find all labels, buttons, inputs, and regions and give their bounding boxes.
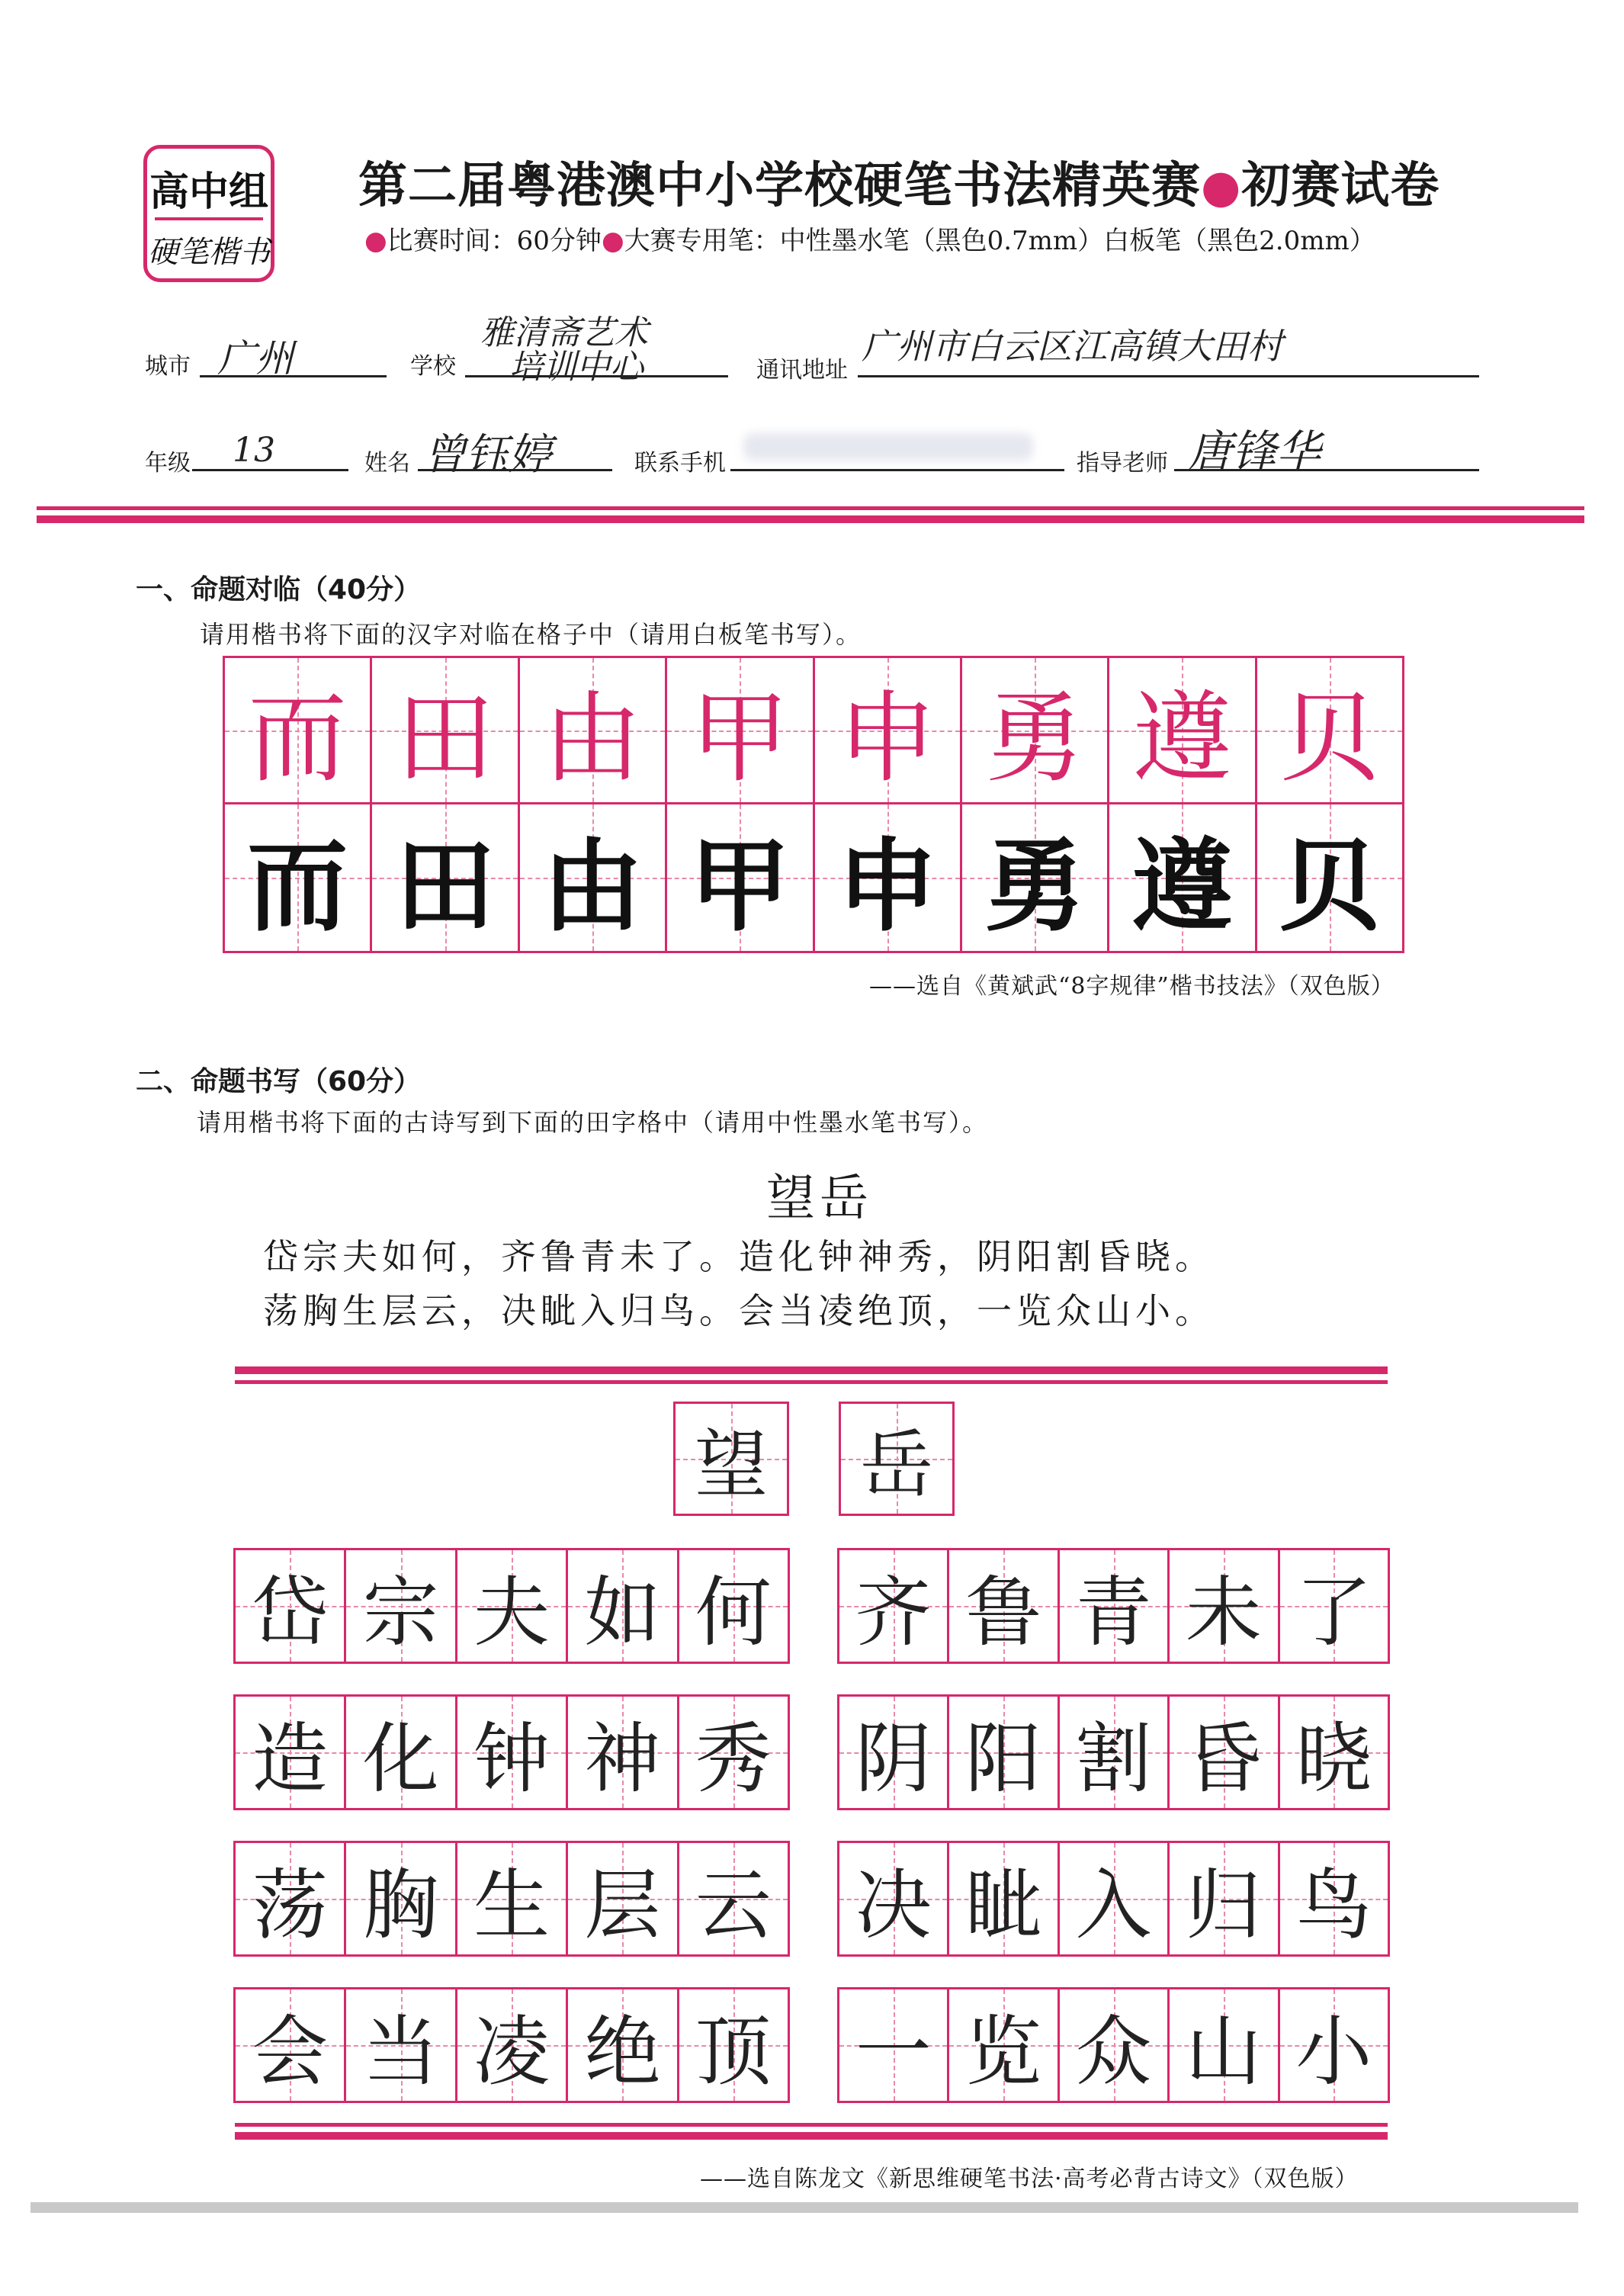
copy-cell[interactable]: 田 (372, 804, 519, 951)
poem-cell[interactable]: 众 (1060, 1989, 1170, 2101)
section1-instruction: 请用楷书将下面的汉字对临在格子中（请用白板笔书写）。 (200, 620, 862, 649)
poem-rule-bottom-thin (235, 2123, 1388, 2127)
poem-cell[interactable]: 神 (568, 1697, 679, 1808)
poem-cell[interactable]: 何 (679, 1550, 788, 1662)
poem-cell[interactable]: 如 (568, 1550, 679, 1662)
copy-cell[interactable]: 申 (815, 804, 962, 951)
poem-cell[interactable]: 阳 (949, 1697, 1059, 1808)
badge-style: 硬笔楷书 (148, 235, 270, 270)
page-title (358, 146, 1439, 217)
section1-source: ——选自《黄斌武“8字规律”楷书技法》（双色版） (869, 973, 1395, 1000)
model-cell: 贝 (1257, 658, 1402, 804)
copy-row (225, 804, 1402, 951)
poem-cell[interactable]: 齐 (839, 1550, 949, 1662)
page-subtitle (364, 220, 1375, 257)
poem-grid-row4-left (233, 1987, 790, 2103)
poem-cell[interactable]: 胸 (346, 1843, 457, 1954)
grade-value[interactable]: 13 (233, 431, 275, 470)
section2-title: 二、命题书写（60分） (136, 1066, 422, 1097)
title-bullet: ● (1201, 160, 1242, 214)
poem-cell[interactable]: 未 (1170, 1550, 1279, 1662)
grade-label: 年级 (145, 450, 191, 477)
poem-cell[interactable]: 云 (679, 1843, 788, 1954)
address-label: 通讯地址 (756, 357, 848, 384)
poem-cell[interactable]: 钟 (457, 1697, 568, 1808)
poem-cell[interactable]: 化 (346, 1697, 457, 1808)
poem-cell[interactable]: 晓 (1280, 1697, 1388, 1808)
poem-cell[interactable]: 昏 (1170, 1697, 1279, 1808)
bullet-icon: ● (601, 226, 624, 256)
poem-rule-bottom (235, 2132, 1388, 2140)
model-cell: 由 (520, 658, 667, 804)
poem-rule-top (235, 1366, 1388, 1374)
section2-source: ——选自陈龙文《新思维硬笔书法·高考必背古诗文》（双色版） (700, 2166, 1359, 2192)
model-cell: 遵 (1109, 658, 1257, 804)
school-value-1[interactable]: 雅清斋艺术 (480, 313, 648, 352)
copy-cell[interactable]: 由 (520, 804, 667, 951)
title-box-2[interactable] (839, 1402, 955, 1516)
group-badge (143, 145, 274, 282)
copy-cell[interactable]: 遵 (1109, 804, 1257, 951)
poem-cell[interactable]: 层 (568, 1843, 679, 1954)
phone-redacted (743, 433, 1033, 461)
poem-cell[interactable]: 夫 (457, 1550, 568, 1662)
copy-grid (223, 656, 1404, 953)
phone-line (730, 469, 1064, 471)
poem-cell[interactable]: 览 (949, 1989, 1059, 2101)
phone-label: 联系手机 (634, 450, 726, 477)
poem-cell[interactable]: 眦 (949, 1843, 1059, 1954)
poem-cell[interactable]: 宗 (346, 1550, 457, 1662)
title-cell[interactable]: 望 (676, 1404, 787, 1514)
poem-cell[interactable]: 鲁 (949, 1550, 1059, 1662)
name-value[interactable]: 曾钰婷 (423, 430, 551, 480)
poem-grid-row2-right (837, 1694, 1390, 1810)
poem-title: 望岳 (766, 1170, 873, 1227)
poem-cell[interactable]: 了 (1280, 1550, 1388, 1662)
title-cell[interactable]: 岳 (841, 1404, 952, 1514)
title-main: 第二届粤港澳中小学校硬笔书法精英赛 (358, 158, 1201, 214)
poem-cell[interactable]: 会 (236, 1989, 346, 2101)
copy-cell[interactable]: 贝 (1257, 804, 1402, 951)
address-value[interactable]: 广州市白云区江高镇大田村 (862, 326, 1282, 367)
page-bottom-band (30, 2202, 1578, 2213)
model-cell: 申 (815, 658, 962, 804)
name-label: 姓名 (364, 450, 410, 477)
model-cell: 而 (225, 658, 372, 804)
poem-grid-row3-right (837, 1841, 1390, 1957)
model-cell: 田 (372, 658, 519, 804)
poem-line-2: 荡胸生层云，决眦入归鸟。会当凌绝顶，一览众山小。 (263, 1290, 1215, 1331)
subtitle-time: 比赛时间：60分钟 (387, 226, 602, 256)
copy-cell[interactable]: 甲 (667, 804, 814, 951)
poem-cell[interactable]: 青 (1060, 1550, 1170, 1662)
city-label: 城市 (145, 353, 191, 380)
copy-cell[interactable]: 而 (225, 804, 372, 951)
poem-cell[interactable]: 当 (346, 1989, 457, 2101)
copy-cell[interactable]: 勇 (962, 804, 1109, 951)
poem-cell[interactable]: 凌 (457, 1989, 568, 2101)
title-box-1[interactable] (673, 1402, 789, 1516)
model-row (225, 658, 1402, 804)
poem-cell[interactable]: 阴 (839, 1697, 949, 1808)
school-value-2[interactable]: 培训中心 (509, 348, 644, 387)
model-cell: 勇 (962, 658, 1109, 804)
poem-cell[interactable]: 一 (839, 1989, 949, 2101)
subtitle-pens: 大赛专用笔：中性墨水笔（黑色0.7mm）白板笔（黑色2.0mm） (624, 226, 1375, 256)
poem-cell[interactable]: 鸟 (1280, 1843, 1388, 1954)
poem-cell[interactable]: 造 (236, 1697, 346, 1808)
poem-cell[interactable]: 岱 (236, 1550, 346, 1662)
badge-divider (155, 217, 263, 220)
bullet-icon: ● (364, 226, 387, 256)
poem-cell[interactable]: 决 (839, 1843, 949, 1954)
address-line (858, 375, 1479, 377)
poem-cell[interactable]: 秀 (679, 1697, 788, 1808)
poem-cell[interactable]: 入 (1060, 1843, 1170, 1954)
poem-grid-row3-left (233, 1841, 790, 1957)
badge-group: 高中组 (149, 169, 268, 215)
poem-cell[interactable]: 小 (1280, 1989, 1388, 2101)
poem-cell[interactable]: 割 (1060, 1697, 1170, 1808)
poem-grid-row1-left (233, 1548, 790, 1664)
header-rule-bottom (37, 515, 1584, 523)
header-rule-top (37, 506, 1584, 510)
section2-instruction: 请用楷书将下面的古诗写到下面的田字格中（请用中性墨水笔书写）。 (197, 1108, 989, 1137)
poem-line-1: 岱宗夫如何，齐鲁青未了。造化钟神秀，阴阳割昏晓。 (263, 1236, 1215, 1277)
teacher-value[interactable]: 唐锋华 (1188, 425, 1321, 477)
model-cell: 甲 (667, 658, 814, 804)
title-sub: 初赛试卷 (1241, 158, 1440, 214)
poem-cell[interactable]: 顶 (679, 1989, 788, 2101)
poem-cell[interactable]: 荡 (236, 1843, 346, 1954)
teacher-label: 指导老师 (1077, 450, 1168, 477)
school-label: 学校 (410, 353, 456, 380)
poem-cell[interactable]: 绝 (568, 1989, 679, 2101)
poem-cell[interactable]: 生 (457, 1843, 568, 1954)
poem-grid-row1-right (837, 1548, 1390, 1664)
city-value[interactable]: 广州 (217, 336, 294, 381)
poem-cell[interactable]: 归 (1170, 1843, 1279, 1954)
poem-rule-top-thin (235, 1380, 1388, 1384)
poem-grid-row4-right (837, 1987, 1390, 2103)
poem-cell[interactable]: 山 (1170, 1989, 1279, 2101)
poem-grid-row2-left (233, 1694, 790, 1810)
section1-title: 一、命题对临（40分） (136, 574, 422, 605)
